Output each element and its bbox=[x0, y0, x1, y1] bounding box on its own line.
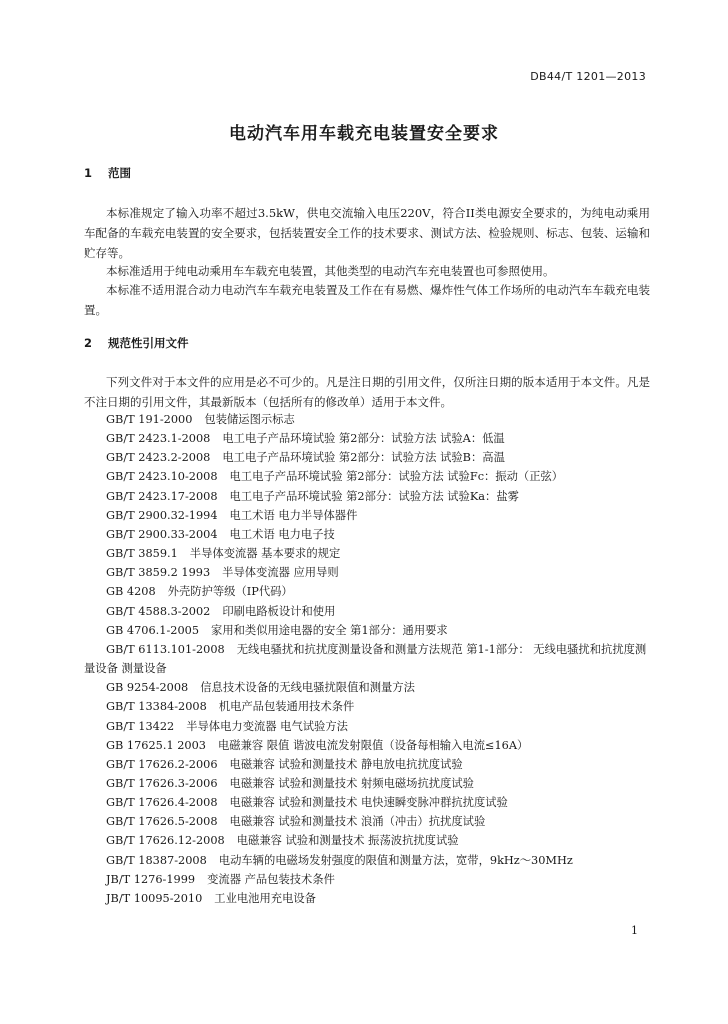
reference-title: 变流器 产品包装技术条件 bbox=[207, 872, 335, 886]
reference-code: GB/T 2423.1-2008 bbox=[106, 432, 211, 446]
reference-item bbox=[84, 697, 650, 716]
reference-item bbox=[84, 678, 650, 697]
reference-item bbox=[84, 793, 650, 812]
reference-code: GB/T 17626.2-2006 bbox=[106, 757, 218, 771]
reference-title: 机电产品包装通用技术条件 bbox=[218, 700, 355, 714]
reference-code: GB 17625.1 2003 bbox=[106, 738, 206, 752]
reference-code: GB/T 3859.2 1993 bbox=[106, 566, 211, 580]
section-title: 规范性引用文件 bbox=[108, 336, 189, 350]
reference-code: GB/T 13384-2008 bbox=[106, 700, 207, 714]
reference-title: 电磁兼容 限值 谐波电流发射限值（设备每相输入电流≤16A） bbox=[217, 738, 529, 752]
page-number: 1 bbox=[631, 924, 638, 937]
reference-title: 电动车辆的电磁场发射强度的限值和测量方法，宽带，9kHz～30MHz bbox=[218, 853, 573, 867]
reference-title: 电磁兼容 试验和测量技术 振荡波抗扰度试验 bbox=[236, 834, 459, 848]
reference-title: 无线电骚扰和抗扰度测量设备和测量方法规范 第1-1部分： 无线电骚扰和抗扰度测量设备 测量设备 bbox=[84, 642, 647, 676]
reference-item bbox=[84, 812, 650, 831]
reference-code: GB/T 17626.12-2008 bbox=[106, 834, 225, 848]
reference-title: 印刷电路板设计和使用 bbox=[222, 604, 336, 618]
scope-paragraph: 本标准适用于纯电动乘用车车载充电装置，其他类型的电动汽车充电装置也可参照使用。 bbox=[106, 264, 555, 278]
reference-code: GB/T 2423.17-2008 bbox=[106, 489, 218, 503]
reference-code: GB/T 3859.1 bbox=[106, 547, 178, 561]
reference-item bbox=[84, 467, 650, 486]
reference-code: GB/T 2423.10-2008 bbox=[106, 470, 218, 484]
reference-item bbox=[84, 582, 650, 601]
reference-title: 电磁兼容 试验和测量技术 浪涌（冲击）抗扰度试验 bbox=[229, 815, 486, 829]
scope-paragraph: 本标准不适用混合动力电动汽车车载充电装置及工作在有易燃、爆炸性气体工作场所的电动汽车车载充电装置。 bbox=[84, 283, 650, 317]
reference-code: JB/T 10095-2010 bbox=[106, 891, 203, 905]
reference-title: 电工电子产品环境试验 第2部分：试验方法 试验Fc：振动（正弦） bbox=[229, 470, 564, 484]
reference-title: 工业电池用充电设备 bbox=[214, 891, 316, 905]
reference-code: GB/T 2900.33-2004 bbox=[106, 527, 218, 541]
reference-item bbox=[84, 774, 650, 793]
reference-item bbox=[84, 640, 650, 678]
reference-title: 包装储运图示标志 bbox=[204, 413, 295, 426]
reference-code: GB/T 18387-2008 bbox=[106, 853, 207, 867]
reference-code: GB 9254-2008 bbox=[106, 681, 189, 695]
document-code: DB44/T 1201—2013 bbox=[530, 70, 646, 83]
reference-item bbox=[84, 410, 650, 429]
reference-title: 信息技术设备的无线电骚扰限值和测量方法 bbox=[200, 681, 415, 695]
reference-item bbox=[84, 755, 650, 774]
reference-title: 半导体电力变流器 电气试验方法 bbox=[186, 719, 348, 733]
reference-code: GB/T 2900.32-1994 bbox=[106, 508, 218, 522]
reference-title: 电工电子产品环境试验 第2部分：试验方法 试验B：高温 bbox=[222, 451, 505, 465]
reference-code: JB/T 1276-1999 bbox=[106, 872, 196, 886]
reference-title: 半导体变流器 基本要求的规定 bbox=[189, 547, 341, 561]
section-heading-references bbox=[84, 335, 189, 351]
reference-code: GB/T 17626.5-2008 bbox=[106, 815, 218, 829]
references-intro-paragraph: 下列文件对于本文件的应用是必不可少的。凡是注日期的引用文件，仅所注日期的版本适用于本文件。凡是不注日期的引用文件，其最新版本（包括所有的修改单）适用于本文件。 bbox=[84, 375, 650, 409]
reference-code: GB/T 191-2000 bbox=[106, 413, 193, 426]
reference-code: GB/T 4588.3-2002 bbox=[106, 604, 211, 618]
reference-title: 电磁兼容 试验和测量技术 电快速瞬变脉冲群抗扰度试验 bbox=[229, 796, 508, 810]
reference-code: GB 4208 bbox=[106, 585, 156, 599]
reference-title: 电工术语 电力电子技 bbox=[229, 527, 335, 541]
reference-item bbox=[84, 525, 650, 544]
reference-code: GB 4706.1-2005 bbox=[106, 623, 200, 637]
reference-list bbox=[84, 410, 650, 908]
reference-item bbox=[84, 429, 650, 448]
reference-title: 家用和类似用途电器的安全 第1部分：通用要求 bbox=[211, 623, 448, 637]
reference-code: GB/T 17626.3-2006 bbox=[106, 776, 218, 790]
reference-item bbox=[84, 831, 650, 850]
section-title: 范围 bbox=[108, 166, 132, 180]
reference-title: 半导体变流器 应用导则 bbox=[222, 566, 339, 580]
section-number: 2 bbox=[84, 336, 93, 350]
reference-item bbox=[84, 717, 650, 736]
document-title: 电动汽车用车载充电装置安全要求 bbox=[229, 124, 499, 144]
reference-code: GB/T 6113.101-2008 bbox=[106, 642, 225, 656]
reference-title: 电工电子产品环境试验 第2部分：试验方法 试验Ka：盐雾 bbox=[229, 489, 519, 503]
reference-item bbox=[84, 889, 650, 908]
reference-item bbox=[84, 544, 650, 563]
reference-title: 外壳防护等级（IP代码） bbox=[167, 585, 293, 599]
reference-title: 电工术语 电力半导体器件 bbox=[229, 508, 358, 522]
section-number: 1 bbox=[84, 166, 93, 180]
reference-title: 电磁兼容 试验和测量技术 射频电磁场抗扰度试验 bbox=[229, 776, 474, 790]
reference-item bbox=[84, 851, 650, 870]
reference-code: GB/T 2423.2-2008 bbox=[106, 451, 211, 465]
scope-paragraph: 本标准规定了输入功率不超过3.5kW，供电交流输入电压220V，符合II类电源安全要求的，为纯电动乘用车配备的车载充电装置的安全要求，包括装置安全工作的技术要求、测试方法、检验规则、标志、包装、运输和贮存等。 bbox=[84, 206, 650, 260]
reference-code: GB/T 13422 bbox=[106, 719, 175, 733]
reference-code: GB/T 17626.4-2008 bbox=[106, 796, 218, 810]
reference-item bbox=[84, 448, 650, 467]
reference-item bbox=[84, 736, 650, 755]
reference-item bbox=[84, 506, 650, 525]
reference-item bbox=[84, 602, 650, 621]
reference-item bbox=[84, 870, 650, 889]
reference-item bbox=[84, 621, 650, 640]
reference-item bbox=[84, 487, 650, 506]
reference-title: 电工电子产品环境试验 第2部分：试验方法 试验A：低温 bbox=[222, 432, 505, 446]
reference-item bbox=[84, 563, 650, 582]
section-heading-scope bbox=[84, 165, 131, 181]
reference-title: 电磁兼容 试验和测量技术 静电放电抗扰度试验 bbox=[229, 757, 463, 771]
